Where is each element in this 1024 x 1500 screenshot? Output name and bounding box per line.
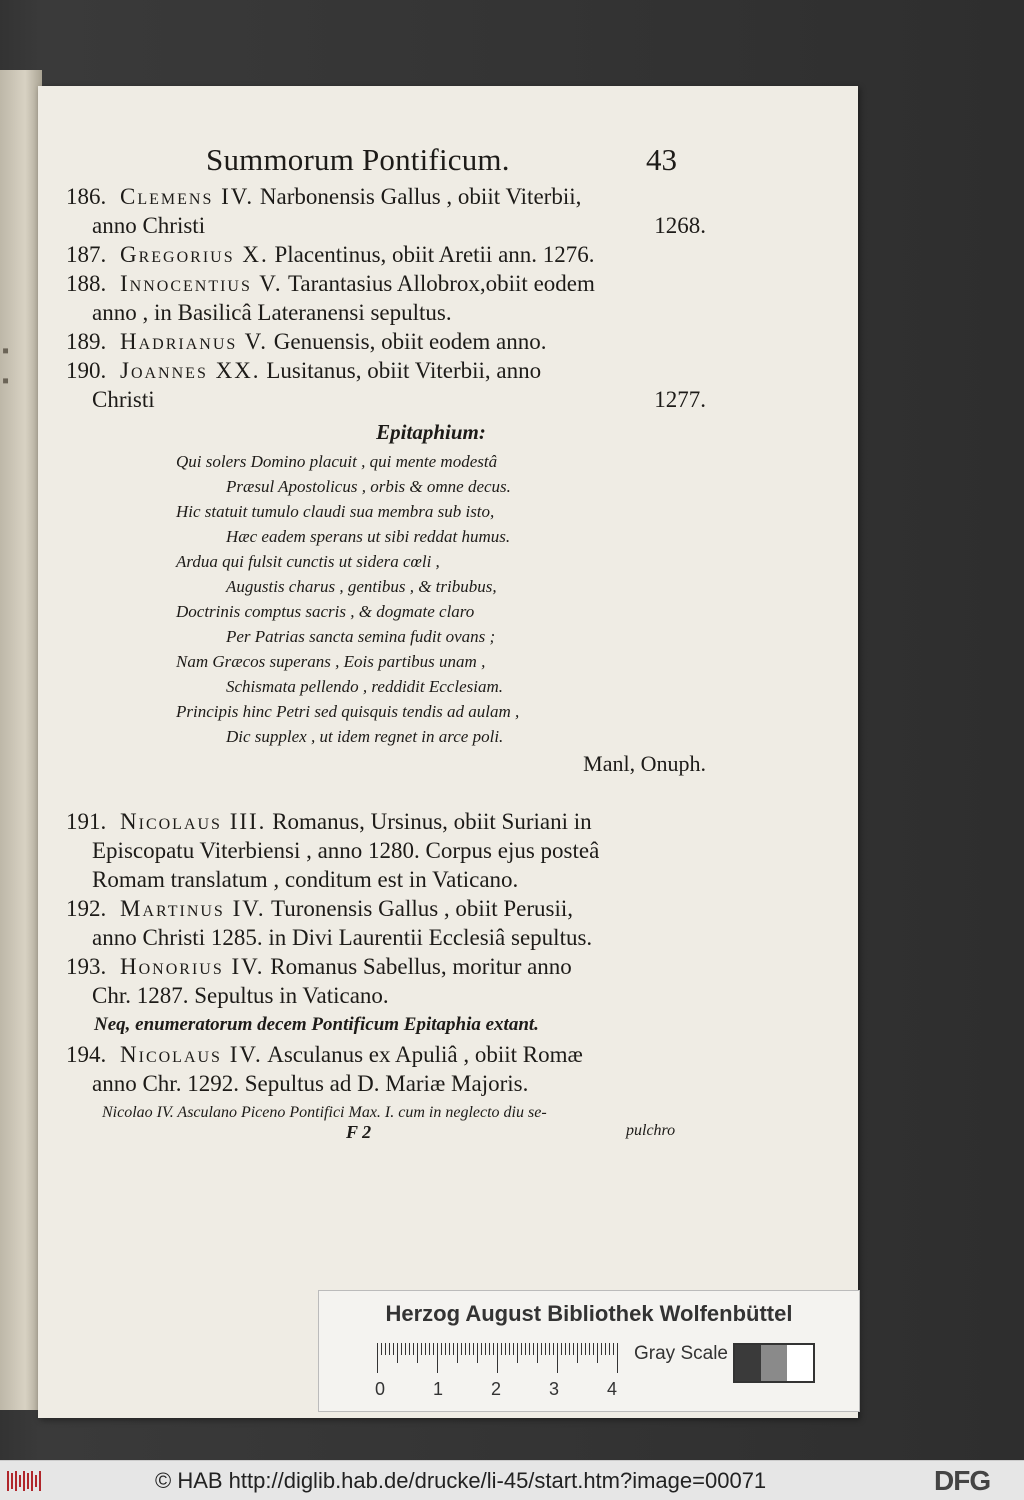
entry-continuation: Christi	[92, 387, 155, 412]
entry-text: Turonensis Gallus , obiit Perusii,	[270, 896, 573, 921]
ruler-tick	[521, 1343, 522, 1355]
running-head	[66, 142, 706, 182]
ruler-tick	[441, 1343, 442, 1355]
entry-text: Placentinus, obiit Aretii ann. 1276.	[274, 242, 595, 267]
entry-continuation: anno Chr. 1292. Sepultus ad D. Mariæ Majoris.	[92, 1071, 529, 1096]
ruler-tick	[413, 1343, 414, 1355]
entry-continuation: anno Christi 1285. in Divi Laurentii Ecclesiâ sepultus.	[92, 925, 593, 950]
ruler-tick	[581, 1343, 582, 1355]
epitaph-line: Præsul Apostolicus , orbis & omne decus.	[226, 477, 511, 496]
color-target-card	[318, 1290, 860, 1412]
gray-scale-swatches	[733, 1343, 815, 1383]
ruler-tick	[585, 1343, 586, 1355]
pope-entry	[66, 182, 706, 240]
ruler-tick	[429, 1343, 430, 1355]
ruler-tick	[577, 1343, 578, 1363]
pope-entry	[66, 952, 706, 1010]
pope-name: Honorius IV.	[120, 954, 265, 979]
facing-page-edge	[0, 70, 42, 1410]
footnote-text: Nicolao IV. Asculano Piceno Pontifici Max. I. cum in neglecto diu se-	[102, 1104, 547, 1121]
epitaph-line: Hic statuit tumulo claudi sua membra sub isto,	[176, 502, 495, 521]
ruler-tick	[505, 1343, 506, 1355]
edge-mark: ▪	[2, 340, 10, 362]
gray-swatch-mid	[761, 1345, 787, 1381]
ruler-tick	[517, 1343, 518, 1363]
ruler-tick	[437, 1343, 438, 1373]
ruler-label: 0	[375, 1379, 386, 1399]
ruler-tick	[601, 1343, 602, 1355]
book-page	[38, 86, 858, 1418]
ruler-tick	[485, 1343, 486, 1355]
epitaph-line: Qui solers Domino placuit , qui mente modestâ	[176, 452, 498, 471]
entry-text: Narbonensis Gallus , obiit Viterbii,	[259, 184, 582, 209]
ruler-tick	[385, 1343, 386, 1355]
ruler-tick	[469, 1343, 470, 1355]
ruler-label: 1	[433, 1379, 444, 1399]
pope-entry	[66, 327, 706, 356]
entry-number: 191.	[66, 809, 107, 834]
entry-number: 194.	[66, 1042, 107, 1067]
epitaph-line: Ardua qui fulsit cunctis ut sidera cœli ,	[176, 552, 440, 571]
ruler-tick	[489, 1343, 490, 1355]
ruler-tick	[433, 1343, 434, 1355]
ruler-label: 3	[549, 1379, 560, 1399]
ruler-tick	[589, 1343, 590, 1355]
ruler-tick	[417, 1343, 418, 1363]
pope-entry	[66, 269, 706, 327]
entry-number: 186.	[66, 184, 107, 209]
entry-number: 188.	[66, 271, 107, 296]
epitaph-line: Schismata pellendo , reddidit Ecclesiam.	[226, 677, 503, 696]
ruler-tick	[541, 1343, 542, 1355]
dfg-logo: DFG	[934, 1465, 991, 1496]
ruler-tick	[477, 1343, 478, 1363]
copyright-url[interactable]: © HAB http://diglib.hab.de/drucke/li-45/start.htm?image=00071	[155, 1468, 767, 1493]
entry-text: Asculanus ex Apuliâ , obiit Romæ	[267, 1042, 583, 1067]
ruler-tick	[465, 1343, 466, 1355]
ruler-label: 4	[607, 1379, 618, 1399]
entry-continuation: Episcopatu Viterbiensi , anno 1280. Corpus ejus posteâ	[92, 838, 600, 863]
epitaph-line: Nam Græcos superans , Eois partibus unam ,	[176, 652, 486, 671]
epitaph-source: Manl, Onuph.	[583, 751, 706, 776]
ruler-tick	[597, 1343, 598, 1363]
entry-text: Tarantasius Allobrox,obiit eodem	[287, 271, 595, 296]
pope-name: Martinus IV.	[120, 896, 266, 921]
ruler-tick	[609, 1343, 610, 1355]
gray-scale-label: Gray Scale	[634, 1343, 728, 1364]
ruler-tick	[377, 1343, 378, 1373]
pope-name: Clemens IV.	[120, 184, 255, 209]
ruler-tick	[457, 1343, 458, 1363]
ruler-tick	[409, 1343, 410, 1355]
library-name: Herzog August Bibliothek Wolfenbüttel	[385, 1301, 793, 1326]
epitaph-lines	[66, 449, 706, 749]
ruler-tick	[533, 1343, 534, 1355]
ruler-tick	[565, 1343, 566, 1355]
epitaph-line: Hæc eadem sperans ut sibi reddat humus.	[226, 527, 511, 546]
ruler-tick	[593, 1343, 594, 1355]
page-content	[66, 142, 706, 1150]
entry-continuation: Chr. 1287. Sepultus in Vaticano.	[92, 983, 389, 1008]
entry-continuation: Romam translatum , conditum est in Vaticano.	[92, 867, 519, 892]
ruler-tick	[497, 1343, 498, 1373]
ruler-tick	[425, 1343, 426, 1355]
ruler-tick	[401, 1343, 402, 1355]
gray-swatch-dark	[735, 1345, 761, 1381]
pope-entry	[66, 240, 706, 269]
ruler-scale	[377, 1343, 617, 1373]
page-foot	[66, 1122, 706, 1150]
pope-entry	[66, 894, 706, 952]
entry-number: 193.	[66, 954, 107, 979]
entry-year: 1277.	[654, 387, 706, 412]
pope-entry	[66, 356, 706, 414]
ruler-tick	[605, 1343, 606, 1355]
entry-number: 190.	[66, 358, 107, 383]
ruler-tick	[405, 1343, 406, 1355]
ruler-tick	[381, 1343, 382, 1355]
pope-name: Hadrianus V.	[120, 329, 269, 354]
entry-continuation: anno Christi	[92, 213, 206, 238]
running-head-title: Summorum Pontificum.	[206, 142, 510, 177]
pope-entry	[66, 807, 706, 894]
ruler-tick	[561, 1343, 562, 1355]
ruler-tick	[461, 1343, 462, 1355]
viewer-footer	[0, 1460, 1024, 1500]
ruler-tick	[529, 1343, 530, 1355]
epitaph-line: Augustis charus , gentibus , & tribubus,	[226, 577, 497, 596]
ruler-tick	[509, 1343, 510, 1355]
ruler-tick	[393, 1343, 394, 1355]
ruler-tick	[573, 1343, 574, 1355]
ruler-tick	[617, 1343, 618, 1373]
entry-text: Romanus, Ursinus, obiit Suriani in	[272, 809, 592, 834]
entry-year: 1268.	[654, 213, 706, 238]
ruler-tick	[553, 1343, 554, 1355]
pope-name: Nicolaus III.	[120, 809, 267, 834]
edge-mark: ▪	[2, 370, 10, 392]
epitaph-line: Doctrinis comptus sacris , & dogmate claro	[176, 602, 475, 621]
ruler-tick	[557, 1343, 558, 1373]
entry-number: 187.	[66, 242, 107, 267]
entry-continuation: anno , in Basilicâ Lateranensi sepultus.	[92, 300, 452, 325]
epitaph-line: Principis hinc Petri sed quisquis tendis ad aulam ,	[176, 702, 520, 721]
hab-barcode-icon	[6, 1469, 44, 1493]
signature-mark: F 2	[346, 1122, 372, 1142]
ruler-label: 2	[491, 1379, 502, 1399]
ruler-tick	[493, 1343, 494, 1355]
entry-text: Genuensis, obiit eodem anno.	[273, 329, 547, 354]
epitaph-line: Per Patrias sancta semina fudit ovans ;	[226, 627, 496, 646]
page-number: 43	[646, 142, 677, 177]
ruler-tick	[445, 1343, 446, 1355]
pope-name: Gregorius X.	[120, 242, 269, 267]
ruler-tick	[421, 1343, 422, 1355]
gray-swatch-light	[787, 1345, 813, 1381]
ruler-tick	[389, 1343, 390, 1355]
catchword: pulchro	[626, 1122, 676, 1139]
ruler-tick	[513, 1343, 514, 1355]
ruler-tick	[501, 1343, 502, 1355]
ruler-tick	[525, 1343, 526, 1355]
ruler-tick	[449, 1343, 450, 1355]
ruler-tick	[397, 1343, 398, 1363]
ruler-tick	[569, 1343, 570, 1355]
entry-number: 189.	[66, 329, 107, 354]
ruler-tick	[537, 1343, 538, 1363]
ruler-tick	[613, 1343, 614, 1355]
entry-text: Lusitanus, obiit Viterbii, anno	[266, 358, 542, 383]
entry-number: 192.	[66, 896, 107, 921]
ruler-tick	[549, 1343, 550, 1355]
epitaph-line: Dic supplex , ut idem regnet in arce poli.	[226, 727, 504, 746]
ruler-tick	[481, 1343, 482, 1355]
pope-name: Joannes XX.	[120, 358, 261, 383]
ruler-tick	[473, 1343, 474, 1355]
ruler-tick	[545, 1343, 546, 1355]
epitaph-title: Epitaphium:	[376, 420, 486, 444]
ruler-tick	[453, 1343, 454, 1355]
pope-name: Nicolaus IV.	[120, 1042, 263, 1067]
pope-entry	[66, 1040, 706, 1098]
pope-name: Innocentius V.	[120, 271, 283, 296]
entry-text: Romanus Sabellus, moritur anno	[270, 954, 572, 979]
epitaph-note: Neq, enumeratorum decem Pontificum Epitaphia extant.	[94, 1014, 539, 1035]
